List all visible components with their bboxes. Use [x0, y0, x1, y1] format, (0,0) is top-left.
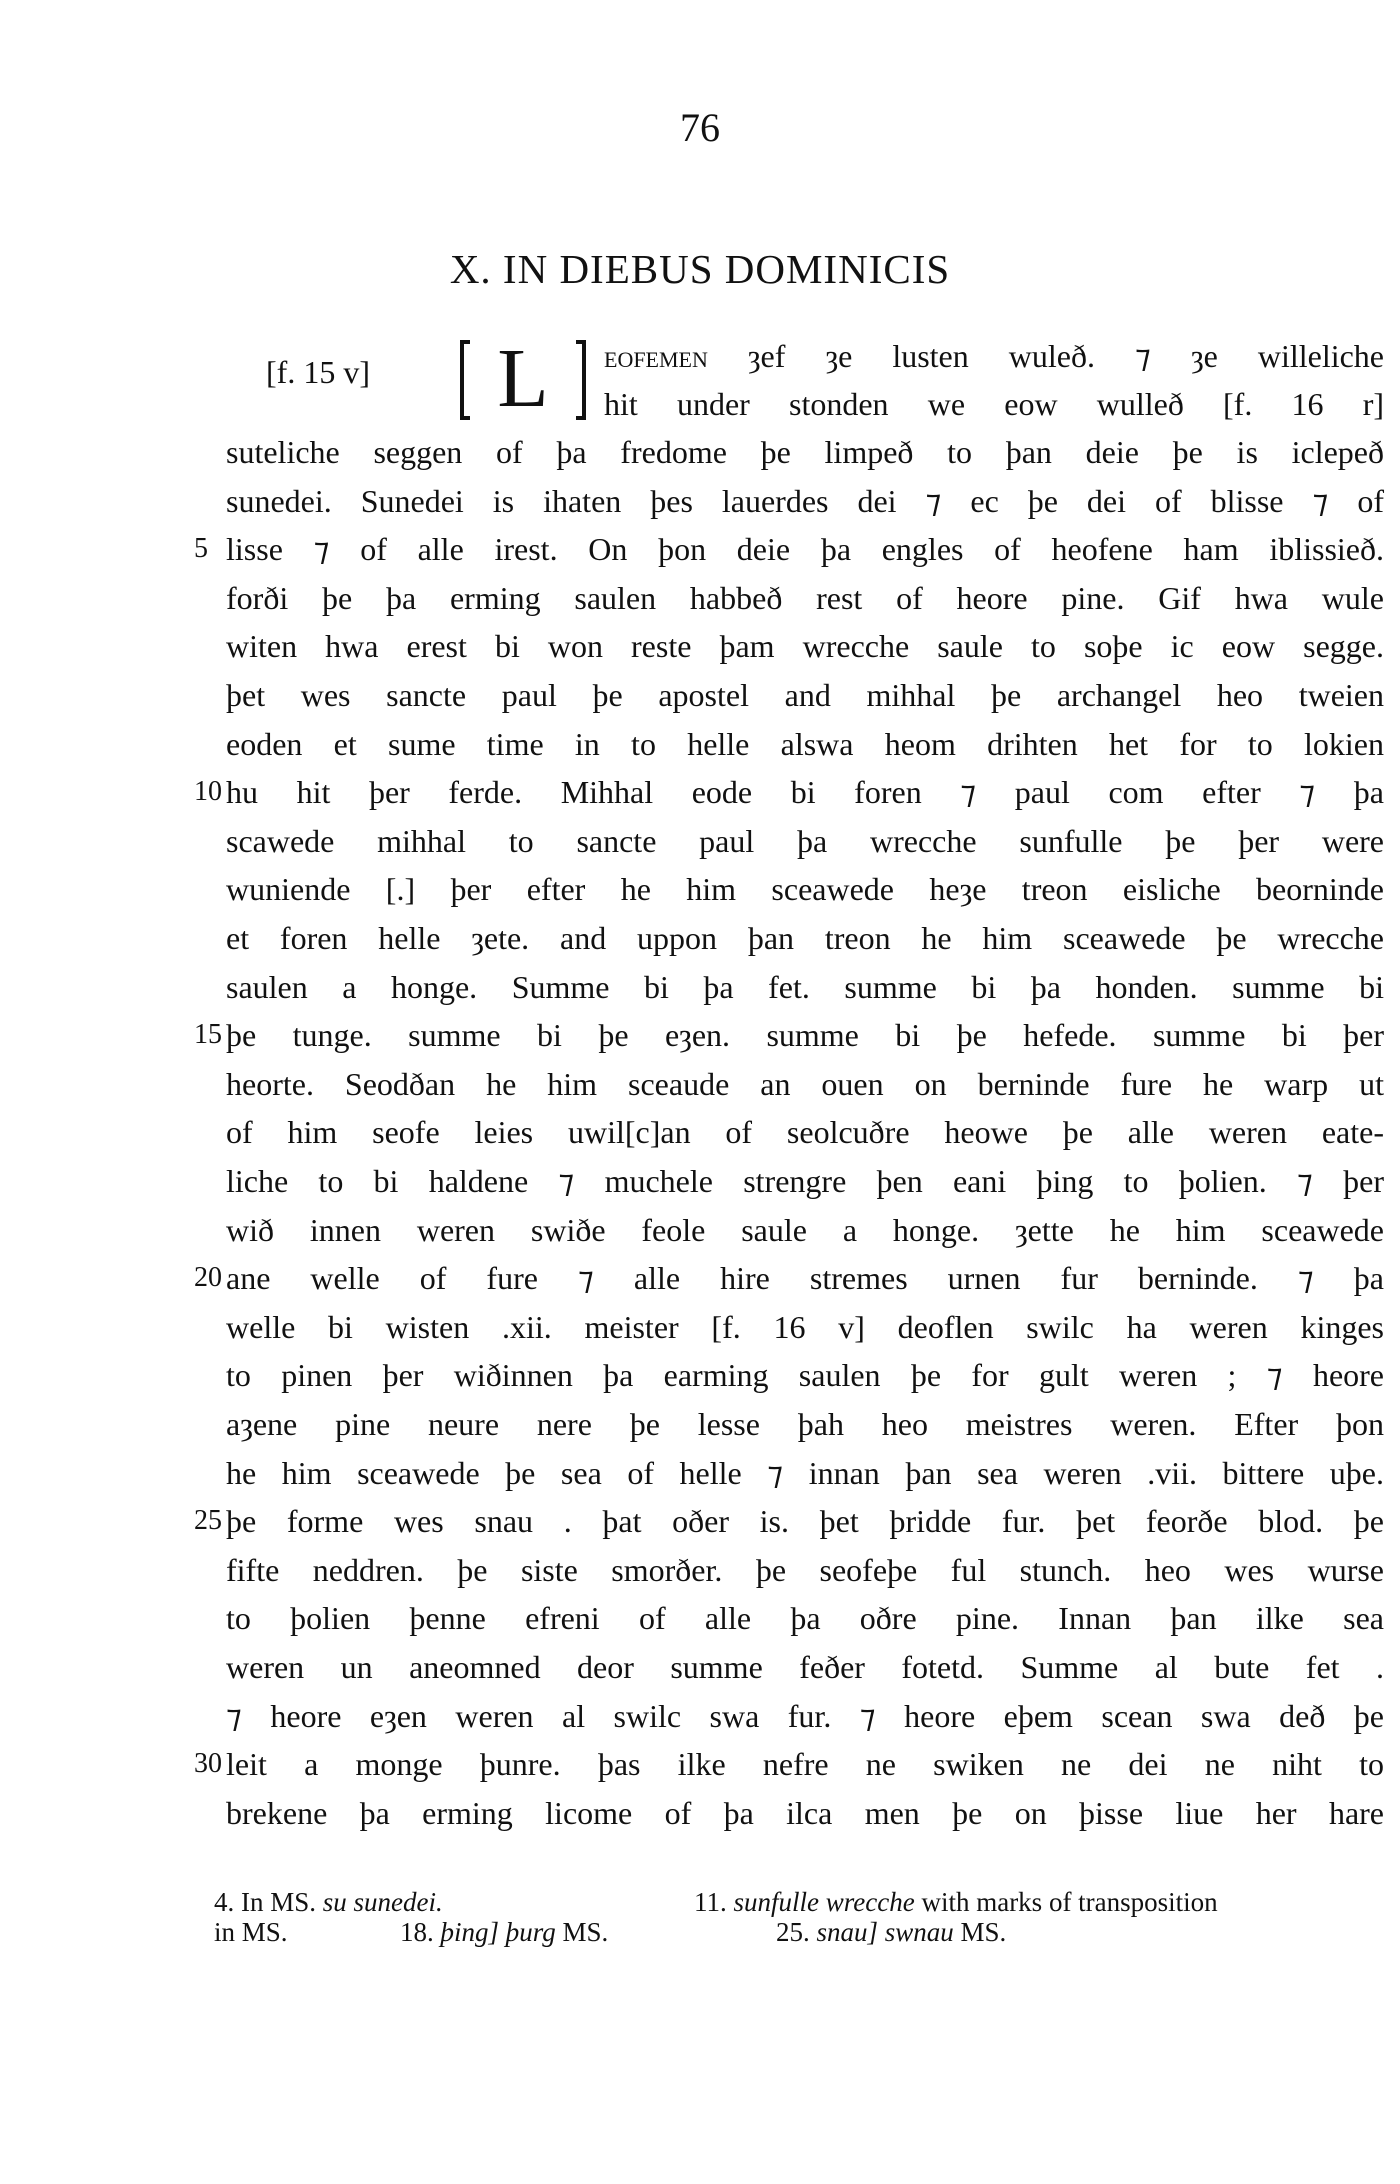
text-line: fifte neddren. þe siste smorðer. þe seofeþe ful stunch. heo wes wurse	[226, 1552, 1384, 1588]
text-line: forði þe þa erming saulen habbeð rest of heore pine. Gif hwa wule	[226, 580, 1384, 616]
right-bracket	[576, 340, 586, 420]
footnote-italic: sunfulle wrecche	[733, 1887, 915, 1917]
footnote-label: 18.	[400, 1917, 434, 1947]
drop-initial: L	[497, 332, 549, 425]
footnote-italic: su sunedei.	[322, 1887, 443, 1917]
text-line: aȝene pine neure nere þe lesse þah heo meistres weren. Efter þon	[226, 1406, 1384, 1442]
text-line: brekene þa erming licome of þa ilca men þe on þisse liue her hare	[226, 1795, 1384, 1831]
text-line: suteliche seggen of þa fredome þe limpeð to þan deie þe is iclepeð	[226, 434, 1384, 470]
text-line: scawede mihhal to sancte paul þa wrecche sunfulle þe þer were	[226, 823, 1384, 859]
section-heading: X. IN DIEBUS DOMINICIS	[449, 246, 951, 292]
text-line: liche to bi haldene ⁊ muchele strengre þen eani þing to þolien. ⁊ þer	[226, 1163, 1384, 1199]
text-line: et foren helle ȝete. and uppon þan treon he him sceawede þe wrecche	[226, 920, 1384, 956]
text-line: ⁊ heore eȝen weren al swilc swa fur. ⁊ heore eþem scean swa deð þe	[226, 1698, 1384, 1734]
footnote-text: MS.	[960, 1917, 1007, 1947]
footnote-label: 4. In MS.	[214, 1887, 317, 1917]
footnote-4	[214, 1885, 443, 1919]
footnote-italic: þing] þurg	[440, 1917, 556, 1947]
text-line: ane welle of fure ⁊ alle hire stremes urnen fur berninde. ⁊ þa	[226, 1260, 1384, 1296]
footnote-label: 11.	[694, 1887, 727, 1917]
footnote-11-cont: in MS.	[214, 1917, 288, 1947]
footnote-11	[694, 1885, 1218, 1919]
text-line: lisse ⁊ of alle irest. On þon deie þa engles of heofene ham iblissieð.	[226, 531, 1384, 567]
line-text: ȝef ȝe lusten wuleð. ⁊ ȝe willeliche	[707, 338, 1384, 374]
line-number: 15	[194, 1019, 222, 1050]
footnote-18	[400, 1915, 608, 1949]
line-number: 20	[194, 1262, 222, 1293]
text-line-2: hit under stonden we eow wulleð [f. 16 r]	[604, 386, 1384, 422]
text-line: hu hit þer ferde. Mihhal eode bi foren ⁊ paul com efter ⁊ þa	[226, 774, 1384, 810]
line-number: 5	[194, 533, 208, 564]
text-line: of him seofe leies uwil[c]an of seolcuðre heowe þe alle weren eate-	[226, 1114, 1384, 1150]
text-line: eoden et sume time in to helle alswa heom drihten het for to lokien	[226, 726, 1384, 762]
text-line: þe forme wes snau . þat oðer is. þet þridde fur. þet feorðe blod. þe	[226, 1503, 1384, 1539]
text-line: þe tunge. summe bi þe eȝen. summe bi þe hefede. summe bi þer	[226, 1017, 1384, 1053]
footnote-text: MS.	[562, 1917, 609, 1947]
smallcaps-word: eofemen	[604, 338, 708, 374]
line-number: 10	[194, 776, 222, 807]
footnote-text: with marks of transposition	[921, 1887, 1218, 1917]
text-line: weren un aneomned deor summe feðer fotetd. Summe al bute fet .	[226, 1649, 1384, 1685]
text-line: heorte. Seodðan he him sceaude an ouen on berninde fure he warp ut	[226, 1066, 1384, 1102]
text-line: leit a monge þunre. þas ilke nefre ne swiken ne dei ne niht to	[226, 1746, 1384, 1782]
drop-initial-box	[460, 332, 586, 425]
line-number: 30	[194, 1748, 222, 1779]
text-line: þet wes sancte paul þe apostel and mihhal þe archangel heo tweien	[226, 677, 1384, 713]
left-bracket	[460, 340, 470, 420]
text-line: witen hwa erest bi won reste þam wrecche saule to soþe ic eow segge.	[226, 628, 1384, 664]
footnote-italic: snau] swnau	[816, 1917, 954, 1947]
text-line: wuniende [.] þer efter he him sceawede heȝe treon eisliche beorninde	[226, 871, 1384, 907]
folio-reference: [f. 15 v]	[266, 354, 370, 390]
page-number: 76	[680, 105, 720, 150]
footnote-label: 25.	[776, 1917, 810, 1947]
text-line: to pinen þer wiðinnen þa earming saulen þe for gult weren ; ⁊ heore	[226, 1357, 1384, 1393]
text-line: to þolien þenne efreni of alle þa oðre pine. Innan þan ilke sea	[226, 1600, 1384, 1636]
text-line: sunedei. Sunedei is ihaten þes lauerdes dei ⁊ ec þe dei of blisse ⁊ of	[226, 483, 1384, 519]
text-line: wið innen weren swiðe feole saule a honge. ȝette he him sceawede	[226, 1212, 1384, 1248]
line-number: 25	[194, 1505, 222, 1536]
text-line: welle bi wisten .xii. meister [f. 16 v] deoflen swilc ha weren kinges	[226, 1309, 1384, 1345]
text-line: he him sceawede þe sea of helle ⁊ innan þan sea weren .vii. bittere uþe.	[226, 1455, 1384, 1491]
text-line: saulen a honge. Summe bi þa fet. summe bi þa honden. summe bi	[226, 969, 1384, 1005]
footnote-25	[776, 1915, 1006, 1949]
text-line-1	[604, 336, 1384, 376]
